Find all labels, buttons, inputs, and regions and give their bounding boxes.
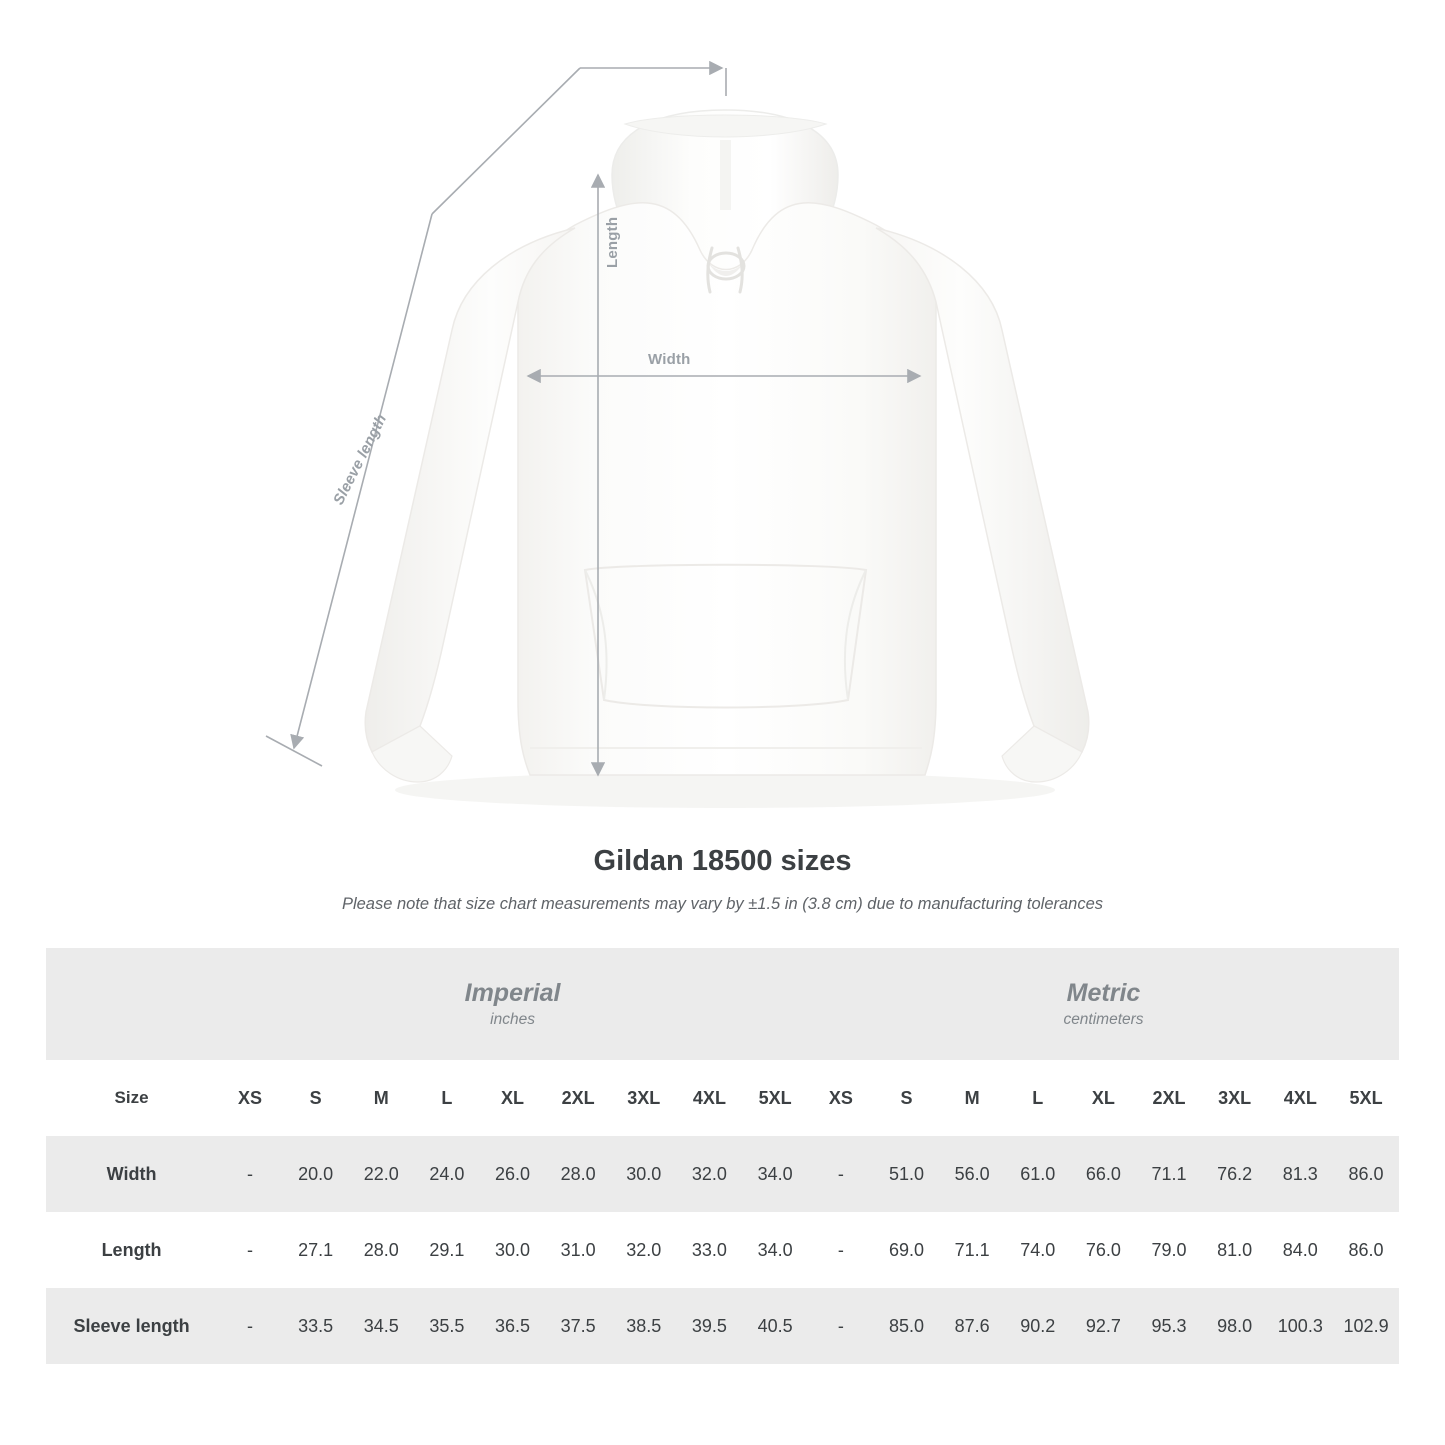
width-metric-2xl: 71.1 bbox=[1136, 1136, 1202, 1212]
length-metric-5xl: 86.0 bbox=[1333, 1212, 1399, 1288]
size-header-metric-m: M bbox=[939, 1060, 1005, 1136]
size-header-imperial-4xl: 4XL bbox=[677, 1060, 743, 1136]
width-imperial-4xl: 32.0 bbox=[677, 1136, 743, 1212]
width-metric-4xl: 81.3 bbox=[1267, 1136, 1333, 1212]
size-header-imperial-m: M bbox=[348, 1060, 414, 1136]
row-label-length: Length bbox=[46, 1212, 217, 1288]
length-imperial-2xl: 31.0 bbox=[545, 1212, 611, 1288]
width-metric-l: 61.0 bbox=[1005, 1136, 1071, 1212]
length-metric-4xl: 84.0 bbox=[1267, 1212, 1333, 1288]
sleeve-metric-xs: - bbox=[808, 1288, 874, 1364]
table-row bbox=[46, 1288, 1399, 1364]
sleeve-metric-xl: 92.7 bbox=[1071, 1288, 1137, 1364]
unit-header-row bbox=[46, 948, 1399, 1060]
width-metric-xl: 66.0 bbox=[1071, 1136, 1137, 1212]
page-title: Gildan 18500 sizes bbox=[593, 845, 852, 877]
size-row-header: Size bbox=[46, 1060, 217, 1136]
sleeve-imperial-xl: 36.5 bbox=[480, 1288, 546, 1364]
sleeve-metric-3xl: 98.0 bbox=[1202, 1288, 1268, 1364]
table-row bbox=[46, 1212, 1399, 1288]
sleeve-imperial-5xl: 40.5 bbox=[742, 1288, 808, 1364]
sleeve-metric-l: 90.2 bbox=[1005, 1288, 1071, 1364]
sleeve-metric-m: 87.6 bbox=[939, 1288, 1005, 1364]
width-metric-3xl: 76.2 bbox=[1202, 1136, 1268, 1212]
sleeve-length-dimension-label: Sleeve length bbox=[330, 411, 391, 508]
unit-metric-sub: centimeters bbox=[1063, 1011, 1144, 1029]
length-imperial-5xl: 34.0 bbox=[742, 1212, 808, 1288]
length-imperial-m: 28.0 bbox=[348, 1212, 414, 1288]
width-imperial-3xl: 30.0 bbox=[611, 1136, 677, 1212]
size-chart-table bbox=[46, 948, 1399, 1364]
length-metric-2xl: 79.0 bbox=[1136, 1212, 1202, 1288]
width-metric-5xl: 86.0 bbox=[1333, 1136, 1399, 1212]
width-imperial-l: 24.0 bbox=[414, 1136, 480, 1212]
length-imperial-l: 29.1 bbox=[414, 1212, 480, 1288]
width-imperial-xl: 26.0 bbox=[480, 1136, 546, 1212]
width-imperial-xs: - bbox=[217, 1136, 283, 1212]
unit-metric-name: Metric bbox=[1066, 978, 1141, 1007]
size-header-metric-s: S bbox=[874, 1060, 940, 1136]
sleeve-metric-s: 85.0 bbox=[874, 1288, 940, 1364]
size-header-metric-xs: XS bbox=[808, 1060, 874, 1136]
size-header-metric-3xl: 3XL bbox=[1202, 1060, 1268, 1136]
sleeve-imperial-xs: - bbox=[217, 1288, 283, 1364]
width-metric-m: 56.0 bbox=[939, 1136, 1005, 1212]
unit-imperial-sub: inches bbox=[490, 1011, 535, 1029]
unit-imperial-name: Imperial bbox=[464, 978, 561, 1007]
size-header-metric-2xl: 2XL bbox=[1136, 1060, 1202, 1136]
measurement-tolerance-note: Please note that size chart measurements may vary by ±1.5 in (3.8 cm) due to manufacturing tolerances bbox=[341, 895, 1104, 913]
length-imperial-xs: - bbox=[217, 1212, 283, 1288]
table-row bbox=[46, 1136, 1399, 1212]
sleeve-imperial-s: 33.5 bbox=[283, 1288, 349, 1364]
sleeve-metric-4xl: 100.3 bbox=[1267, 1288, 1333, 1364]
length-imperial-3xl: 32.0 bbox=[611, 1212, 677, 1288]
sleeve-imperial-4xl: 39.5 bbox=[677, 1288, 743, 1364]
row-label-width: Width bbox=[46, 1136, 217, 1212]
length-metric-m: 71.1 bbox=[939, 1212, 1005, 1288]
size-header-imperial-xs: XS bbox=[217, 1060, 283, 1136]
size-header-imperial-5xl: 5XL bbox=[742, 1060, 808, 1136]
length-imperial-s: 27.1 bbox=[283, 1212, 349, 1288]
size-header-imperial-xl: XL bbox=[480, 1060, 546, 1136]
size-chart-table-wrap bbox=[46, 948, 1399, 1364]
size-header-metric-l: L bbox=[1005, 1060, 1071, 1136]
unit-spacer bbox=[46, 948, 217, 1060]
size-header-imperial-3xl: 3XL bbox=[611, 1060, 677, 1136]
sleeve-imperial-m: 34.5 bbox=[348, 1288, 414, 1364]
length-metric-3xl: 81.0 bbox=[1202, 1212, 1268, 1288]
sleeve-imperial-l: 35.5 bbox=[414, 1288, 480, 1364]
length-imperial-xl: 30.0 bbox=[480, 1212, 546, 1288]
sleeve-imperial-3xl: 38.5 bbox=[611, 1288, 677, 1364]
length-imperial-4xl: 33.0 bbox=[677, 1212, 743, 1288]
width-imperial-2xl: 28.0 bbox=[545, 1136, 611, 1212]
size-header-imperial-2xl: 2XL bbox=[545, 1060, 611, 1136]
size-header-row bbox=[46, 1060, 1399, 1136]
size-header-imperial-l: L bbox=[414, 1060, 480, 1136]
size-header-metric-xl: XL bbox=[1071, 1060, 1137, 1136]
length-metric-xl: 76.0 bbox=[1071, 1212, 1137, 1288]
sleeve-metric-2xl: 95.3 bbox=[1136, 1288, 1202, 1364]
unit-imperial-cell bbox=[217, 948, 808, 1060]
size-header-metric-4xl: 4XL bbox=[1267, 1060, 1333, 1136]
length-metric-l: 74.0 bbox=[1005, 1212, 1071, 1288]
length-metric-xs: - bbox=[808, 1212, 874, 1288]
width-imperial-m: 22.0 bbox=[348, 1136, 414, 1212]
width-imperial-s: 20.0 bbox=[283, 1136, 349, 1212]
sleeve-imperial-2xl: 37.5 bbox=[545, 1288, 611, 1364]
width-metric-xs: - bbox=[808, 1136, 874, 1212]
width-imperial-5xl: 34.0 bbox=[742, 1136, 808, 1212]
sleeve-metric-5xl: 102.9 bbox=[1333, 1288, 1399, 1364]
row-label-sleeve-length: Sleeve length bbox=[46, 1288, 217, 1364]
size-header-metric-5xl: 5XL bbox=[1333, 1060, 1399, 1136]
length-dimension-label: Length bbox=[604, 216, 621, 268]
width-metric-s: 51.0 bbox=[874, 1136, 940, 1212]
size-header-imperial-s: S bbox=[283, 1060, 349, 1136]
width-dimension-label: Width bbox=[648, 351, 691, 368]
length-metric-s: 69.0 bbox=[874, 1212, 940, 1288]
unit-metric-cell bbox=[808, 948, 1399, 1060]
